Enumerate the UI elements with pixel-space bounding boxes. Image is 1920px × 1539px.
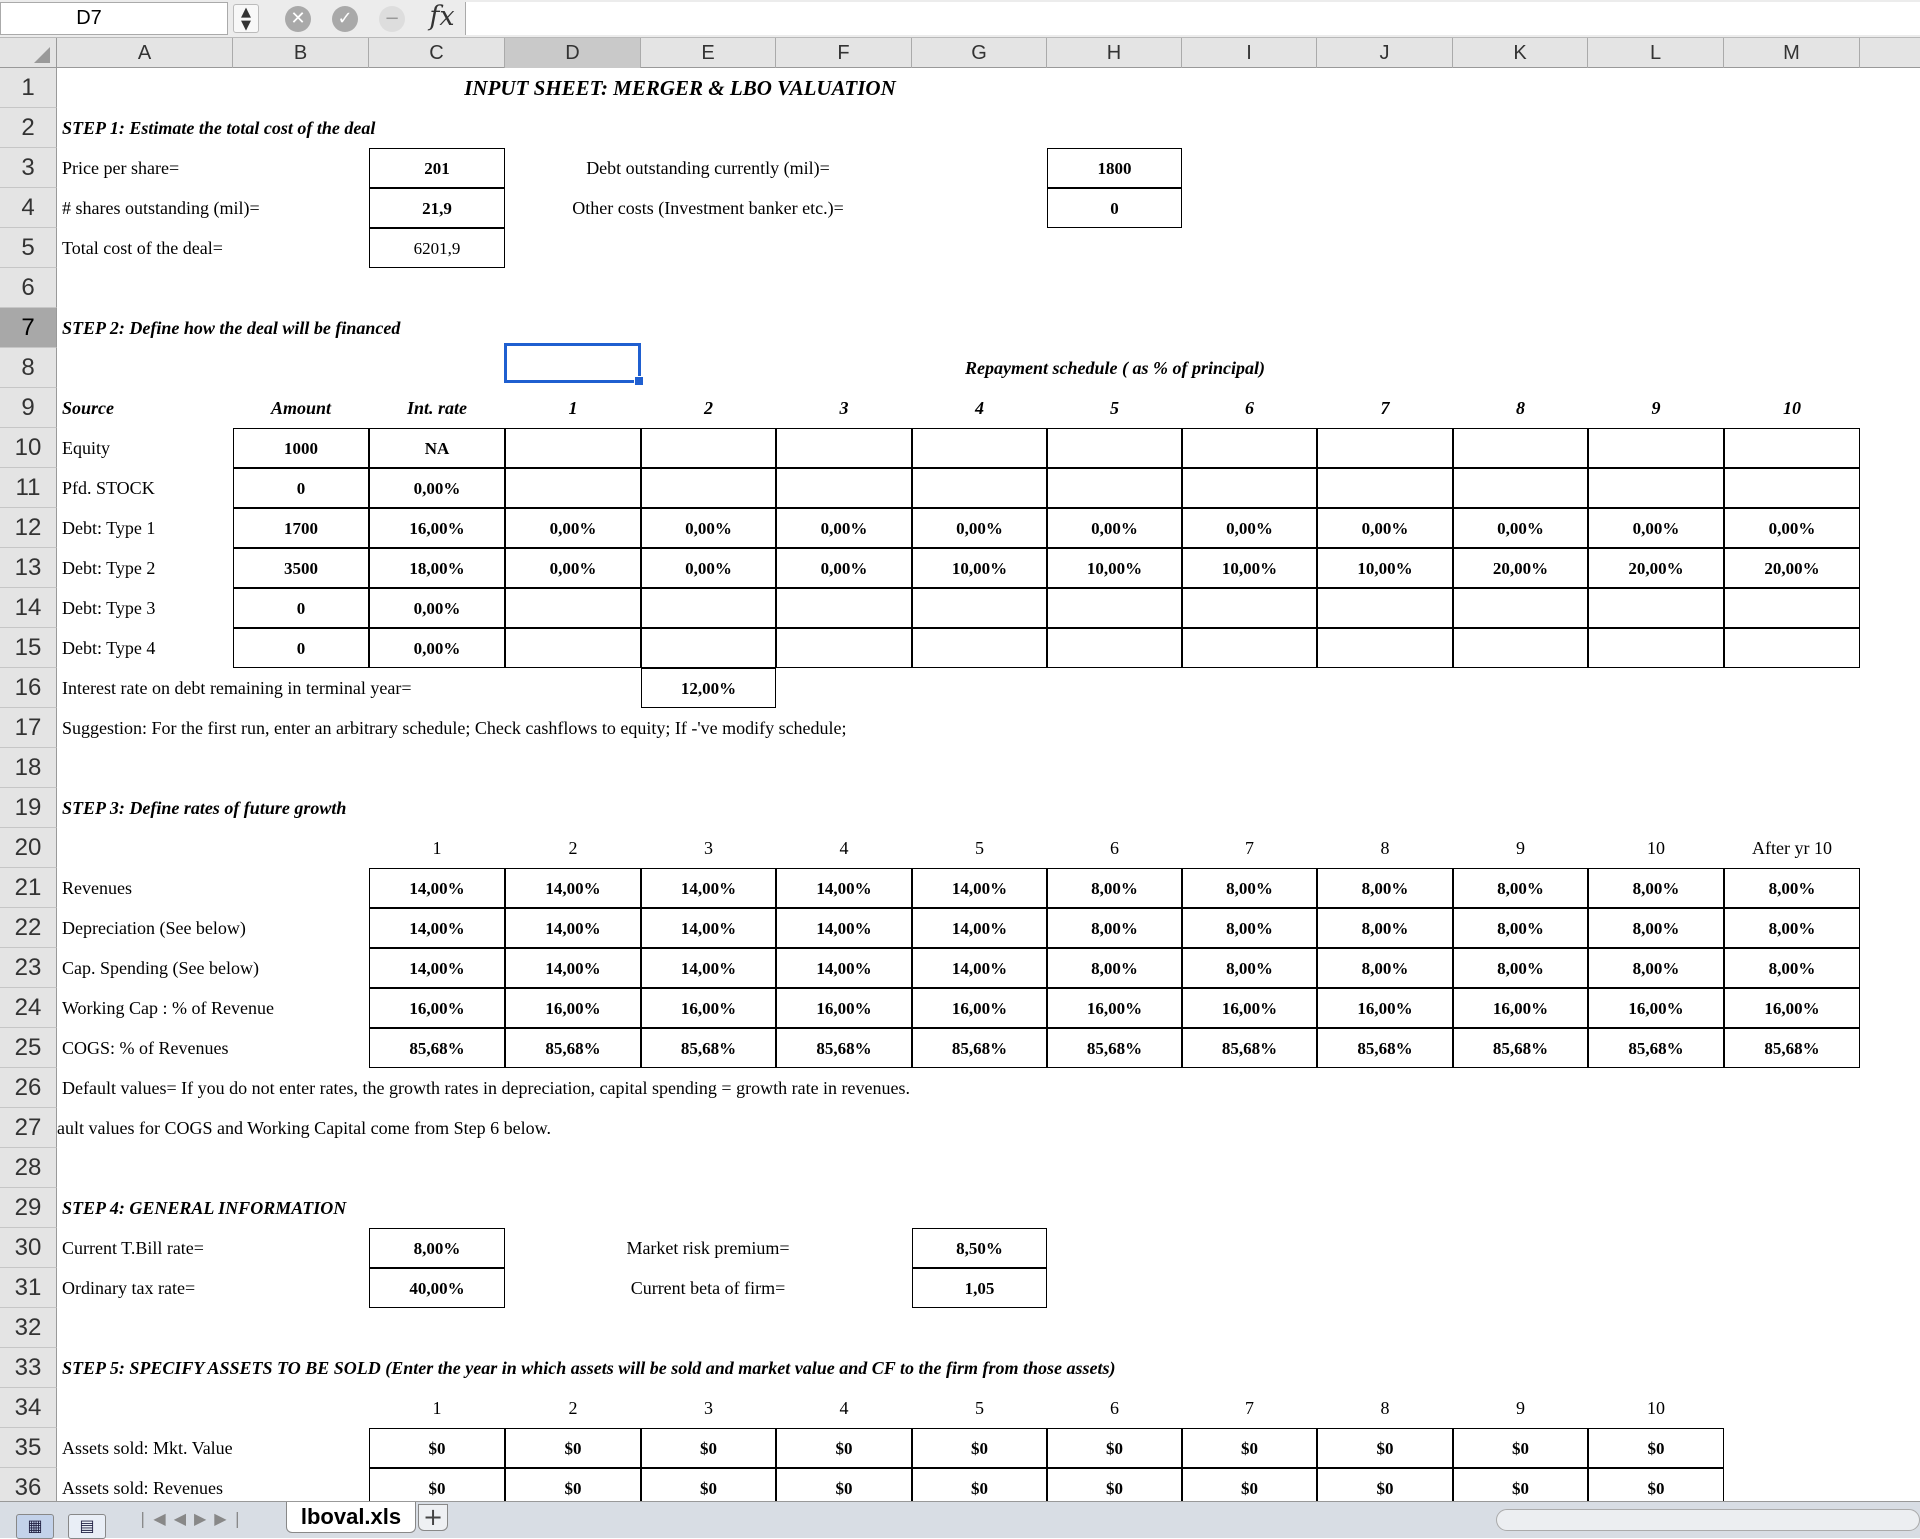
repayment-cell[interactable]	[912, 588, 1047, 628]
other-costs-cell[interactable]: 0	[1047, 188, 1182, 228]
step4-heading: STEP 4: GENERAL INFORMATION	[62, 1198, 347, 1218]
financing-source-label: Pfd. STOCK	[62, 478, 155, 498]
growth-year-header: After yr 10	[1752, 838, 1832, 858]
repayment-cell[interactable]: 10,00%	[1317, 548, 1453, 588]
financing-amount-cell[interactable]: 0	[233, 628, 369, 668]
tax-rate-label: Ordinary tax rate=	[62, 1278, 196, 1298]
growth-rate-cell[interactable]: 85,68%	[776, 1028, 912, 1068]
growth-rate-cell[interactable]: 14,00%	[641, 948, 776, 988]
row-header-30[interactable]: 30	[0, 1228, 57, 1268]
market-risk-premium-cell[interactable]: 8,50%	[912, 1228, 1047, 1268]
growth-rate-cell[interactable]: 14,00%	[641, 908, 776, 948]
repayment-cell[interactable]	[1588, 468, 1724, 508]
row-header-33[interactable]: 33	[0, 1348, 57, 1388]
repayment-cell[interactable]	[1182, 428, 1317, 468]
repayment-cell[interactable]: 0,00%	[1588, 508, 1724, 548]
beta-label: Current beta of firm=	[630, 1278, 786, 1298]
repayment-cell[interactable]: 0,00%	[776, 548, 912, 588]
repayment-cell[interactable]: 0,00%	[776, 508, 912, 548]
repayment-cell[interactable]	[776, 468, 912, 508]
assets-value-cell[interactable]: $0	[641, 1428, 776, 1468]
repayment-cell[interactable]	[641, 428, 776, 468]
suggestion-note: Suggestion: For the first run, enter an arbitrary schedule; Check cashflows to equity; If -'ve modify schedule;	[62, 718, 847, 738]
row-header-4[interactable]: 4	[0, 188, 57, 228]
assets-year-header: 8	[1380, 1398, 1390, 1418]
tax-rate-cell[interactable]: 40,00%	[369, 1268, 505, 1308]
row-header-3[interactable]: 3	[0, 148, 57, 188]
assets-value-cell[interactable]: $0	[1047, 1428, 1182, 1468]
repayment-cell[interactable]: 20,00%	[1724, 548, 1860, 588]
column-header-B[interactable]: B	[233, 38, 369, 68]
assets-year-header: 2	[568, 1398, 578, 1418]
add-sheet-button[interactable]: +	[418, 1504, 448, 1531]
row-header-9[interactable]: 9	[0, 388, 57, 428]
growth-year-header: 10	[1647, 838, 1665, 858]
growth-rate-cell[interactable]: 14,00%	[912, 948, 1047, 988]
terminal-rate-cell[interactable]: 12,00%	[641, 668, 776, 708]
growth-rate-cell[interactable]: 14,00%	[641, 868, 776, 908]
shares-outstanding-cell[interactable]: 21,9	[369, 188, 505, 228]
assets-value-cell[interactable]: $0	[776, 1428, 912, 1468]
cogs-note: ault values for COGS and Working Capital come from Step 6 below.	[57, 1118, 551, 1138]
repayment-cell[interactable]	[1453, 588, 1588, 628]
row-header-7[interactable]: 7	[0, 308, 57, 348]
column-header-L[interactable]: L	[1588, 38, 1724, 68]
growth-rate-cell[interactable]: 8,00%	[1588, 948, 1724, 988]
financing-header-8: 6	[1245, 398, 1254, 418]
financing-amount-cell[interactable]: 1000	[233, 428, 369, 468]
column-header-bar	[0, 38, 1920, 68]
name-box-stepper[interactable]: ▲ ▼	[233, 4, 259, 33]
assets-value-cell[interactable]: $0	[1182, 1468, 1317, 1501]
interest-rate-cell[interactable]: 0,00%	[369, 628, 505, 668]
growth-rate-cell[interactable]: 8,00%	[1724, 868, 1860, 908]
growth-rate-cell[interactable]: 14,00%	[505, 868, 641, 908]
repayment-cell[interactable]: 20,00%	[1453, 548, 1588, 588]
repayment-cell[interactable]	[1317, 428, 1453, 468]
growth-rate-cell[interactable]: 85,68%	[641, 1028, 776, 1068]
column-header-J[interactable]: J	[1317, 38, 1453, 68]
growth-rate-cell[interactable]: 16,00%	[369, 988, 505, 1028]
growth-rate-cell[interactable]: 16,00%	[912, 988, 1047, 1028]
sheet-tab-lboval[interactable]: lboval.xls	[286, 1502, 416, 1533]
growth-year-header: 3	[704, 838, 713, 858]
assets-value-cell[interactable]: $0	[369, 1468, 505, 1501]
column-header-H[interactable]: H	[1047, 38, 1182, 68]
row-header-14[interactable]: 14	[0, 588, 57, 628]
assets-value-cell[interactable]: $0	[912, 1428, 1047, 1468]
financing-source-label: Debt: Type 1	[62, 518, 156, 538]
row-header-13[interactable]: 13	[0, 548, 57, 588]
repayment-cell[interactable]: 0,00%	[1047, 508, 1182, 548]
repayment-cell[interactable]	[641, 628, 776, 668]
growth-year-header: 5	[975, 838, 984, 858]
repayment-cell[interactable]: 0,00%	[505, 548, 641, 588]
column-header-G[interactable]: G	[912, 38, 1047, 68]
financing-source-label: Debt: Type 4	[62, 638, 156, 658]
repayment-cell[interactable]: 0,00%	[1182, 508, 1317, 548]
growth-rate-cell[interactable]: 16,00%	[1453, 988, 1588, 1028]
growth-rate-cell[interactable]: 85,68%	[1724, 1028, 1860, 1068]
row-header-26[interactable]: 26	[0, 1068, 57, 1108]
assets-year-header: 6	[1110, 1398, 1119, 1418]
financing-amount-cell[interactable]: 1700	[233, 508, 369, 548]
growth-rate-cell[interactable]: 85,68%	[912, 1028, 1047, 1068]
formula-input[interactable]	[465, 2, 1920, 35]
financing-header-6: 4	[975, 398, 984, 418]
interest-rate-cell[interactable]: 0,00%	[369, 588, 505, 628]
step3-heading: STEP 3: Define rates of future growth	[62, 798, 347, 818]
repayment-cell[interactable]	[505, 468, 641, 508]
repayment-cell[interactable]	[1047, 468, 1182, 508]
total-cost-label: Total cost of the deal=	[62, 238, 223, 258]
repayment-cell[interactable]	[505, 588, 641, 628]
repayment-cell[interactable]	[1317, 628, 1453, 668]
repayment-schedule-title: Repayment schedule ( as % of principal)	[965, 358, 1265, 378]
growth-rate-cell[interactable]: 85,68%	[1182, 1028, 1317, 1068]
growth-rate-cell[interactable]: 8,00%	[1453, 908, 1588, 948]
assets-value-cell[interactable]: $0	[912, 1468, 1047, 1501]
shares-label: # shares outstanding (mil)=	[62, 198, 260, 218]
repayment-cell[interactable]	[1588, 628, 1724, 668]
growth-rate-cell[interactable]: 14,00%	[776, 948, 912, 988]
sheet-title: INPUT SHEET: MERGER & LBO VALUATION	[464, 76, 896, 100]
column-header-E[interactable]: E	[641, 38, 776, 68]
assets-value-cell[interactable]: $0	[1453, 1428, 1588, 1468]
growth-rate-cell[interactable]: 14,00%	[369, 868, 505, 908]
assets-value-cell[interactable]: $0	[1047, 1468, 1182, 1501]
growth-row-label: COGS: % of Revenues	[62, 1038, 229, 1058]
interest-rate-cell[interactable]: 18,00%	[369, 548, 505, 588]
name-box[interactable]: D7	[0, 2, 228, 35]
financing-source-label: Equity	[62, 438, 110, 458]
repayment-cell[interactable]	[1588, 588, 1724, 628]
growth-rate-cell[interactable]: 14,00%	[776, 908, 912, 948]
total-cost-cell[interactable]: 6201,9	[369, 228, 505, 268]
growth-rate-cell[interactable]: 85,68%	[505, 1028, 641, 1068]
step5-heading: STEP 5: SPECIFY ASSETS TO BE SOLD (Enter the year in which assets will be sold and market value and CF to the firm from those assets)	[62, 1358, 1116, 1378]
assets-year-header: 3	[704, 1398, 713, 1418]
row-header-23[interactable]: 23	[0, 948, 57, 988]
interest-rate-cell[interactable]: 16,00%	[369, 508, 505, 548]
cancel-icon[interactable]: ✕	[285, 6, 311, 32]
assets-row-label: Assets sold: Revenues	[62, 1478, 223, 1498]
growth-rate-cell[interactable]: 8,00%	[1453, 868, 1588, 908]
growth-rate-cell[interactable]: 8,00%	[1317, 868, 1453, 908]
row-header-34[interactable]: 34	[0, 1388, 57, 1428]
assets-year-header: 10	[1647, 1398, 1665, 1418]
repayment-cell[interactable]	[1317, 588, 1453, 628]
growth-year-header: 9	[1516, 838, 1525, 858]
repayment-cell[interactable]	[641, 468, 776, 508]
growth-rate-cell[interactable]: 8,00%	[1047, 908, 1182, 948]
column-header-D[interactable]: D	[505, 38, 641, 68]
row-header-11[interactable]: 11	[0, 468, 57, 508]
repayment-cell[interactable]	[776, 428, 912, 468]
repayment-cell[interactable]	[1047, 628, 1182, 668]
growth-year-header: 8	[1380, 838, 1390, 858]
selected-cell-D7[interactable]	[504, 343, 641, 383]
repayment-cell[interactable]: 0,00%	[1317, 508, 1453, 548]
growth-year-header: 6	[1110, 838, 1119, 858]
price-label: Price per share=	[62, 158, 180, 178]
fx-icon[interactable]: fx	[429, 1, 455, 32]
growth-rate-cell[interactable]: 8,00%	[1588, 908, 1724, 948]
financing-source-label: Debt: Type 3	[62, 598, 156, 618]
assets-value-cell[interactable]: $0	[369, 1428, 505, 1468]
growth-rate-cell[interactable]: 8,00%	[1047, 868, 1182, 908]
source-header: Source	[62, 398, 115, 418]
row-header-2[interactable]: 2	[0, 108, 57, 148]
repayment-cell[interactable]: 0,00%	[1724, 508, 1860, 548]
assets-value-cell[interactable]: $0	[505, 1468, 641, 1501]
formula-bar	[0, 0, 1920, 38]
growth-rate-cell[interactable]: 14,00%	[505, 908, 641, 948]
growth-rate-cell[interactable]: 14,00%	[369, 908, 505, 948]
repayment-cell[interactable]: 0,00%	[505, 508, 641, 548]
growth-rate-cell[interactable]: 85,68%	[1317, 1028, 1453, 1068]
repayment-cell[interactable]	[505, 428, 641, 468]
assets-row-label: Assets sold: Mkt. Value	[62, 1438, 233, 1458]
column-header-I[interactable]: I	[1182, 38, 1317, 68]
growth-rate-cell[interactable]: 8,00%	[1588, 868, 1724, 908]
repayment-cell[interactable]	[1047, 428, 1182, 468]
row-header-8[interactable]: 8	[0, 348, 57, 388]
assets-value-cell[interactable]: $0	[1317, 1428, 1453, 1468]
growth-rate-cell[interactable]: 8,00%	[1047, 948, 1182, 988]
row-header-27[interactable]: 27	[0, 1108, 57, 1148]
row-header-22[interactable]: 22	[0, 908, 57, 948]
growth-year-header: 4	[839, 838, 849, 858]
growth-rate-cell[interactable]: 14,00%	[912, 908, 1047, 948]
repayment-cell[interactable]	[1182, 468, 1317, 508]
growth-rate-cell[interactable]: 85,68%	[1047, 1028, 1182, 1068]
row-header-31[interactable]: 31	[0, 1268, 57, 1308]
terminal-rate-label: Interest rate on debt remaining in terminal year=	[62, 678, 412, 698]
function-dropdown-icon[interactable]: −	[379, 6, 405, 32]
price-per-share-cell[interactable]: 201	[369, 148, 505, 188]
row-header-28[interactable]: 28	[0, 1148, 57, 1188]
financing-header-3: 1	[568, 398, 578, 418]
growth-row-label: Cap. Spending (See below)	[62, 958, 259, 978]
market-risk-premium-label: Market risk premium=	[626, 1238, 790, 1258]
row-header-21[interactable]: 21	[0, 868, 57, 908]
row-header-1[interactable]: 1	[0, 68, 57, 108]
normal-view-icon[interactable]: ▦	[16, 1514, 54, 1539]
tbill-label: Current T.Bill rate=	[62, 1238, 204, 1258]
assets-value-cell[interactable]: $0	[505, 1428, 641, 1468]
growth-rate-cell[interactable]: 16,00%	[641, 988, 776, 1028]
assets-value-cell[interactable]: $0	[1182, 1428, 1317, 1468]
repayment-cell[interactable]	[776, 628, 912, 668]
financing-header-7: 5	[1110, 398, 1119, 418]
growth-rate-cell[interactable]: 8,00%	[1317, 948, 1453, 988]
column-header-F[interactable]: F	[776, 38, 912, 68]
growth-year-header: 2	[568, 838, 578, 858]
assets-year-header: 7	[1245, 1398, 1254, 1418]
financing-header-2: Int. rate	[406, 398, 467, 418]
row-header-19[interactable]: 19	[0, 788, 57, 828]
growth-rate-cell[interactable]: 85,68%	[1588, 1028, 1724, 1068]
assets-value-cell[interactable]: $0	[1588, 1428, 1724, 1468]
financing-amount-cell[interactable]: 0	[233, 588, 369, 628]
assets-value-cell[interactable]: $0	[641, 1468, 776, 1501]
repayment-cell[interactable]	[1047, 588, 1182, 628]
growth-rate-cell[interactable]: 8,00%	[1182, 908, 1317, 948]
growth-rate-cell[interactable]: 85,68%	[1453, 1028, 1588, 1068]
financing-header-10: 8	[1516, 398, 1525, 418]
growth-rate-cell[interactable]: 8,00%	[1182, 868, 1317, 908]
repayment-cell[interactable]	[1453, 628, 1588, 668]
repayment-cell[interactable]: 10,00%	[912, 548, 1047, 588]
row-header-15[interactable]: 15	[0, 628, 57, 668]
row-header-25[interactable]: 25	[0, 1028, 57, 1068]
row-header-6[interactable]: 6	[0, 268, 57, 308]
growth-rate-cell[interactable]: 16,00%	[1724, 988, 1860, 1028]
financing-header-11: 9	[1651, 398, 1661, 418]
default-values-note: Default values= If you do not enter rates, the growth rates in depreciation, capital spending = growth rate in revenues.	[62, 1078, 911, 1098]
growth-rate-cell[interactable]: 16,00%	[1588, 988, 1724, 1028]
repayment-cell[interactable]	[1724, 468, 1860, 508]
repayment-cell[interactable]	[1453, 428, 1588, 468]
row-header-35[interactable]: 35	[0, 1428, 57, 1468]
growth-rate-cell[interactable]: 8,00%	[1724, 908, 1860, 948]
assets-value-cell[interactable]: $0	[1317, 1468, 1453, 1501]
repayment-cell[interactable]: 0,00%	[912, 508, 1047, 548]
repayment-cell[interactable]	[1724, 588, 1860, 628]
repayment-cell[interactable]	[912, 628, 1047, 668]
column-header-C[interactable]: C	[369, 38, 505, 68]
row-header-16[interactable]: 16	[0, 668, 57, 708]
column-header-K[interactable]: K	[1453, 38, 1588, 68]
row-header-24[interactable]: 24	[0, 988, 57, 1028]
growth-year-header: 7	[1245, 838, 1254, 858]
row-header-18[interactable]: 18	[0, 748, 57, 788]
assets-value-cell[interactable]: $0	[776, 1468, 912, 1501]
growth-rate-cell[interactable]: 8,00%	[1724, 948, 1860, 988]
cells-container	[0, 68, 1920, 1501]
step2-heading: STEP 2: Define how the deal will be financed	[62, 318, 401, 338]
growth-rate-cell[interactable]: 14,00%	[912, 868, 1047, 908]
sheet-navigation-arrows-icon[interactable]: |◀◀▶▶|	[140, 1509, 248, 1528]
column-header-M[interactable]: M	[1724, 38, 1860, 68]
row-header-32[interactable]: 32	[0, 1308, 57, 1348]
assets-year-header: 1	[432, 1398, 442, 1418]
assets-value-cell[interactable]: $0	[1588, 1468, 1724, 1501]
column-header-A[interactable]: A	[57, 38, 233, 68]
financing-header-9: 7	[1380, 398, 1390, 418]
row-header-29[interactable]: 29	[0, 1188, 57, 1228]
financing-header-1: Amount	[270, 398, 332, 418]
financing-header-5: 3	[839, 398, 849, 418]
growth-rate-cell[interactable]: 16,00%	[505, 988, 641, 1028]
assets-year-header: 9	[1516, 1398, 1525, 1418]
other-costs-label: Other costs (Investment banker etc.)=	[572, 198, 844, 218]
tbill-cell[interactable]: 8,00%	[369, 1228, 505, 1268]
repayment-cell[interactable]	[505, 628, 641, 668]
repayment-cell[interactable]	[1317, 468, 1453, 508]
growth-row-label: Revenues	[62, 878, 132, 898]
repayment-cell[interactable]	[1724, 628, 1860, 668]
financing-amount-cell[interactable]: 0	[233, 468, 369, 508]
financing-amount-cell[interactable]: 3500	[233, 548, 369, 588]
repayment-cell[interactable]: 0,00%	[641, 548, 776, 588]
debt-outstanding-label: Debt outstanding currently (mil)=	[586, 158, 830, 178]
repayment-cell[interactable]	[1182, 628, 1317, 668]
page-layout-view-icon[interactable]: ▤	[68, 1514, 106, 1539]
row-header-17[interactable]: 17	[0, 708, 57, 748]
step1-heading: STEP 1: Estimate the total cost of the deal	[62, 118, 376, 138]
growth-rate-cell[interactable]: 16,00%	[1317, 988, 1453, 1028]
repayment-cell[interactable]: 0,00%	[641, 508, 776, 548]
debt-outstanding-cell[interactable]: 1800	[1047, 148, 1182, 188]
growth-year-header: 1	[432, 838, 442, 858]
financing-header-4: 2	[704, 398, 713, 418]
repayment-cell[interactable]: 10,00%	[1047, 548, 1182, 588]
row-header-36[interactable]: 36	[0, 1468, 57, 1501]
assets-year-header: 4	[839, 1398, 849, 1418]
growth-rate-cell[interactable]: 14,00%	[776, 868, 912, 908]
growth-row-label: Depreciation (See below)	[62, 918, 246, 938]
repayment-cell[interactable]	[776, 588, 912, 628]
assets-value-cell[interactable]: $0	[1453, 1468, 1588, 1501]
growth-rate-cell[interactable]: 85,68%	[369, 1028, 505, 1068]
financing-source-label: Debt: Type 2	[62, 558, 156, 578]
growth-rate-cell[interactable]: 8,00%	[1453, 948, 1588, 988]
growth-rate-cell[interactable]: 8,00%	[1182, 948, 1317, 988]
growth-rate-cell[interactable]: 8,00%	[1317, 908, 1453, 948]
repayment-cell[interactable]	[1588, 428, 1724, 468]
repayment-cell[interactable]: 20,00%	[1588, 548, 1724, 588]
growth-rate-cell[interactable]: 16,00%	[776, 988, 912, 1028]
confirm-icon[interactable]: ✓	[332, 6, 358, 32]
repayment-cell[interactable]	[912, 468, 1047, 508]
growth-row-label: Working Cap : % of Revenue	[62, 998, 275, 1018]
repayment-cell[interactable]	[1453, 468, 1588, 508]
repayment-cell[interactable]	[641, 588, 776, 628]
growth-rate-cell[interactable]: 16,00%	[1047, 988, 1182, 1028]
horizontal-scrollbar[interactable]	[1496, 1509, 1920, 1531]
repayment-cell[interactable]	[912, 428, 1047, 468]
row-header-10[interactable]: 10	[0, 428, 57, 468]
row-header-20[interactable]: 20	[0, 828, 57, 868]
spreadsheet-grid[interactable]	[0, 38, 1920, 1501]
repayment-cell[interactable]	[1182, 588, 1317, 628]
growth-rate-cell[interactable]: 14,00%	[369, 948, 505, 988]
select-all-corner[interactable]	[0, 38, 57, 68]
row-header-12[interactable]: 12	[0, 508, 57, 548]
financing-header-12: 10	[1783, 398, 1801, 418]
sheet-tab-bar	[0, 1501, 1920, 1538]
row-header-5[interactable]: 5	[0, 228, 57, 268]
repayment-cell[interactable]: 0,00%	[1453, 508, 1588, 548]
assets-year-header: 5	[975, 1398, 984, 1418]
growth-rate-cell[interactable]: 14,00%	[505, 948, 641, 988]
interest-rate-cell[interactable]: 0,00%	[369, 468, 505, 508]
repayment-cell[interactable]: 10,00%	[1182, 548, 1317, 588]
interest-rate-cell[interactable]: NA	[369, 428, 505, 468]
growth-rate-cell[interactable]: 16,00%	[1182, 988, 1317, 1028]
beta-cell[interactable]: 1,05	[912, 1268, 1047, 1308]
repayment-cell[interactable]	[1724, 428, 1860, 468]
